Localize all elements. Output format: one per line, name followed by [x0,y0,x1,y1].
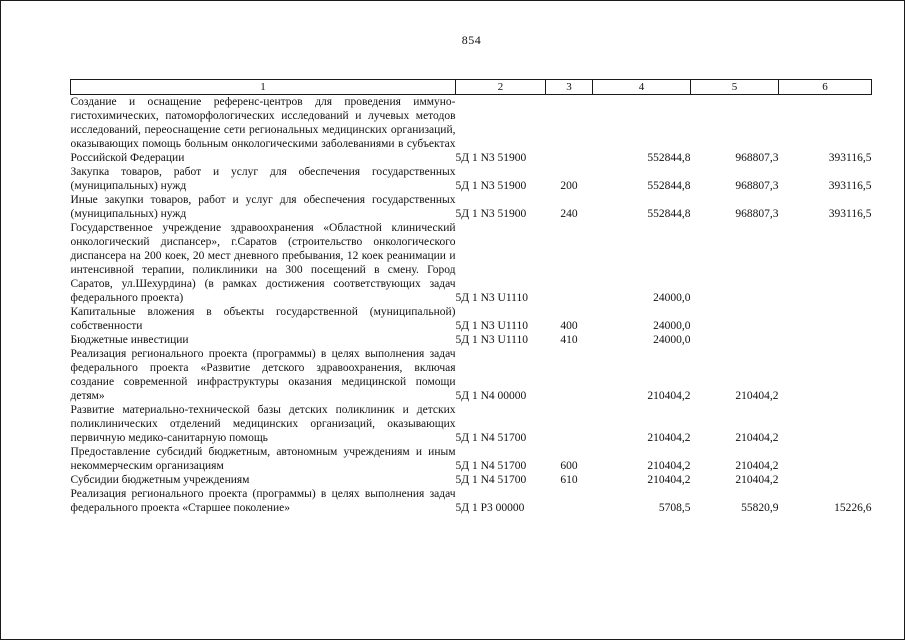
column-header-1: 1 [71,80,456,95]
column-header-6: 6 [779,80,872,95]
cell-title: Создание и оснащение референс-центров для проведения иммуно-гистохимических, патоморфологических исследований и лучевых методов исследований, переоснащение сети региональных медицинских организаций, оказывающих помощь больным онкологическими заболеваниями в субъектах Российской Федерации [70,96,456,164]
cell-amount-col6 [779,403,872,445]
cell-expense-type [546,347,593,403]
cell-expense-type [546,487,593,515]
column-header-5: 5 [691,80,779,95]
cell-amount-col4: 552844,8 [647,208,691,220]
cell-amount-col5 [691,305,779,333]
table-row [71,347,872,403]
cell-expense-type: 600 [560,460,578,472]
cell-amount-col4: 24000,0 [653,320,691,332]
cell-amount-col5 [691,221,779,305]
cell-amount-col6: 393116,5 [828,180,872,192]
cell-amount-col5: 55820,9 [741,502,779,514]
cell-amount-col5 [691,333,779,347]
cell-title: Субсидии бюджетным учреждениям [70,474,250,486]
cell-amount-col4: 210404,2 [647,432,691,444]
cell-amount-col4: 210404,2 [647,474,691,486]
cell-code: 5Д 1 N3 U1110 [455,292,528,304]
cell-expense-type: 200 [560,180,578,192]
cell-code: 5Д 1 N3 U1110 [455,320,528,332]
cell-code: 5Д 1 P3 00000 [455,502,525,514]
cell-code: 5Д 1 N3 51900 [455,152,527,164]
cell-amount-col6: 393116,5 [828,208,872,220]
table-row [71,95,872,166]
cell-title: Иные закупки товаров, работ и услуг для обеспечения государственных (муниципальных) нужд [70,194,456,220]
table-row [71,473,872,487]
cell-amount-col4: 552844,8 [647,180,691,192]
cell-code: 5Д 1 N4 51700 [455,460,527,472]
cell-amount-col6: 15226,6 [834,502,872,514]
budget-table [70,79,872,515]
cell-amount-col6 [779,221,872,305]
cell-amount-col5: 968807,3 [735,180,779,192]
cell-amount-col4: 210404,2 [647,460,691,472]
column-header-3: 3 [546,80,593,95]
cell-expense-type: 610 [560,474,578,486]
table-row [71,445,872,473]
column-header-4: 4 [593,80,691,95]
cell-title: Закупка товаров, работ и услуг для обеспечения государственных (муниципальных) нужд [70,166,456,192]
table-row [71,333,872,347]
table-row [71,403,872,445]
cell-expense-type: 410 [560,334,578,346]
cell-code: 5Д 1 N4 51700 [455,432,527,444]
cell-amount-col5: 968807,3 [735,152,779,164]
cell-title: Реализация регионального проекта (программы) в целях выполнения задач федерального проекта «Развитие детского здравоохранения, включая создание современной инфраструктуры оказания медицинской помощи детям» [70,348,456,402]
page-number: 854 [461,33,482,47]
cell-amount-col5: 210404,2 [735,432,779,444]
table-row [71,305,872,333]
cell-expense-type: 240 [560,208,578,220]
cell-code: 5Д 1 N4 00000 [455,390,527,402]
cell-amount-col5: 210404,2 [735,474,779,486]
cell-amount-col5: 210404,2 [735,460,779,472]
table-row [71,487,872,515]
cell-amount-col4: 24000,0 [653,334,691,346]
table-row [71,165,872,193]
cell-code: 5Д 1 N3 U1110 [455,334,528,346]
cell-amount-col6 [779,347,872,403]
cell-code: 5Д 1 N4 51700 [455,474,527,486]
cell-amount-col6 [779,305,872,333]
table-row [71,221,872,305]
cell-amount-col5: 210404,2 [735,390,779,402]
cell-amount-col6: 393116,5 [828,152,872,164]
cell-code: 5Д 1 N3 51900 [455,180,527,192]
cell-amount-col4: 210404,2 [647,390,691,402]
cell-amount-col6 [779,445,872,473]
cell-expense-type [546,403,593,445]
cell-title: Капитальные вложения в объекты государственной (муниципальной) собственности [70,306,456,332]
cell-code: 5Д 1 N3 51900 [455,208,527,220]
cell-title: Государственное учреждение здравоохранения «Областной клинический онкологический диспансер», г.Саратов (строительство онкологического диспансера на 200 коек, 20 мест дневного пребывания, 12 коек реанимации и интенсивной терапии, поликлиники на 300 посещений в смену. Город Саратов, ул.Шехурдина) (в рамках достижения соответствующих задач федерального проекта) [70,222,456,304]
cell-amount-col6 [779,333,872,347]
cell-amount-col4: 552844,8 [647,152,691,164]
cell-expense-type [546,95,593,166]
cell-expense-type [546,221,593,305]
cell-title: Развитие материально-технической базы детских поликлиник и детских поликлинических отделений медицинских организаций, оказывающих первичную медико-санитарную помощь [70,404,456,444]
cell-expense-type: 400 [560,320,578,332]
cell-title: Реализация регионального проекта (программы) в целях выполнения задач федерального проекта «Старшее поколение» [70,488,456,514]
cell-amount-col4: 24000,0 [653,292,691,304]
cell-title: Бюджетные инвестиции [70,334,189,346]
cell-title: Предоставление субсидий бюджетным, автономным учреждениям и иным некоммерческим организациям [70,446,456,472]
cell-amount-col6 [779,473,872,487]
column-header-2: 2 [456,80,546,95]
cell-amount-col5: 968807,3 [735,208,779,220]
table-header-row [71,80,872,95]
table-row [71,193,872,221]
cell-amount-col4: 5708,5 [658,502,691,514]
